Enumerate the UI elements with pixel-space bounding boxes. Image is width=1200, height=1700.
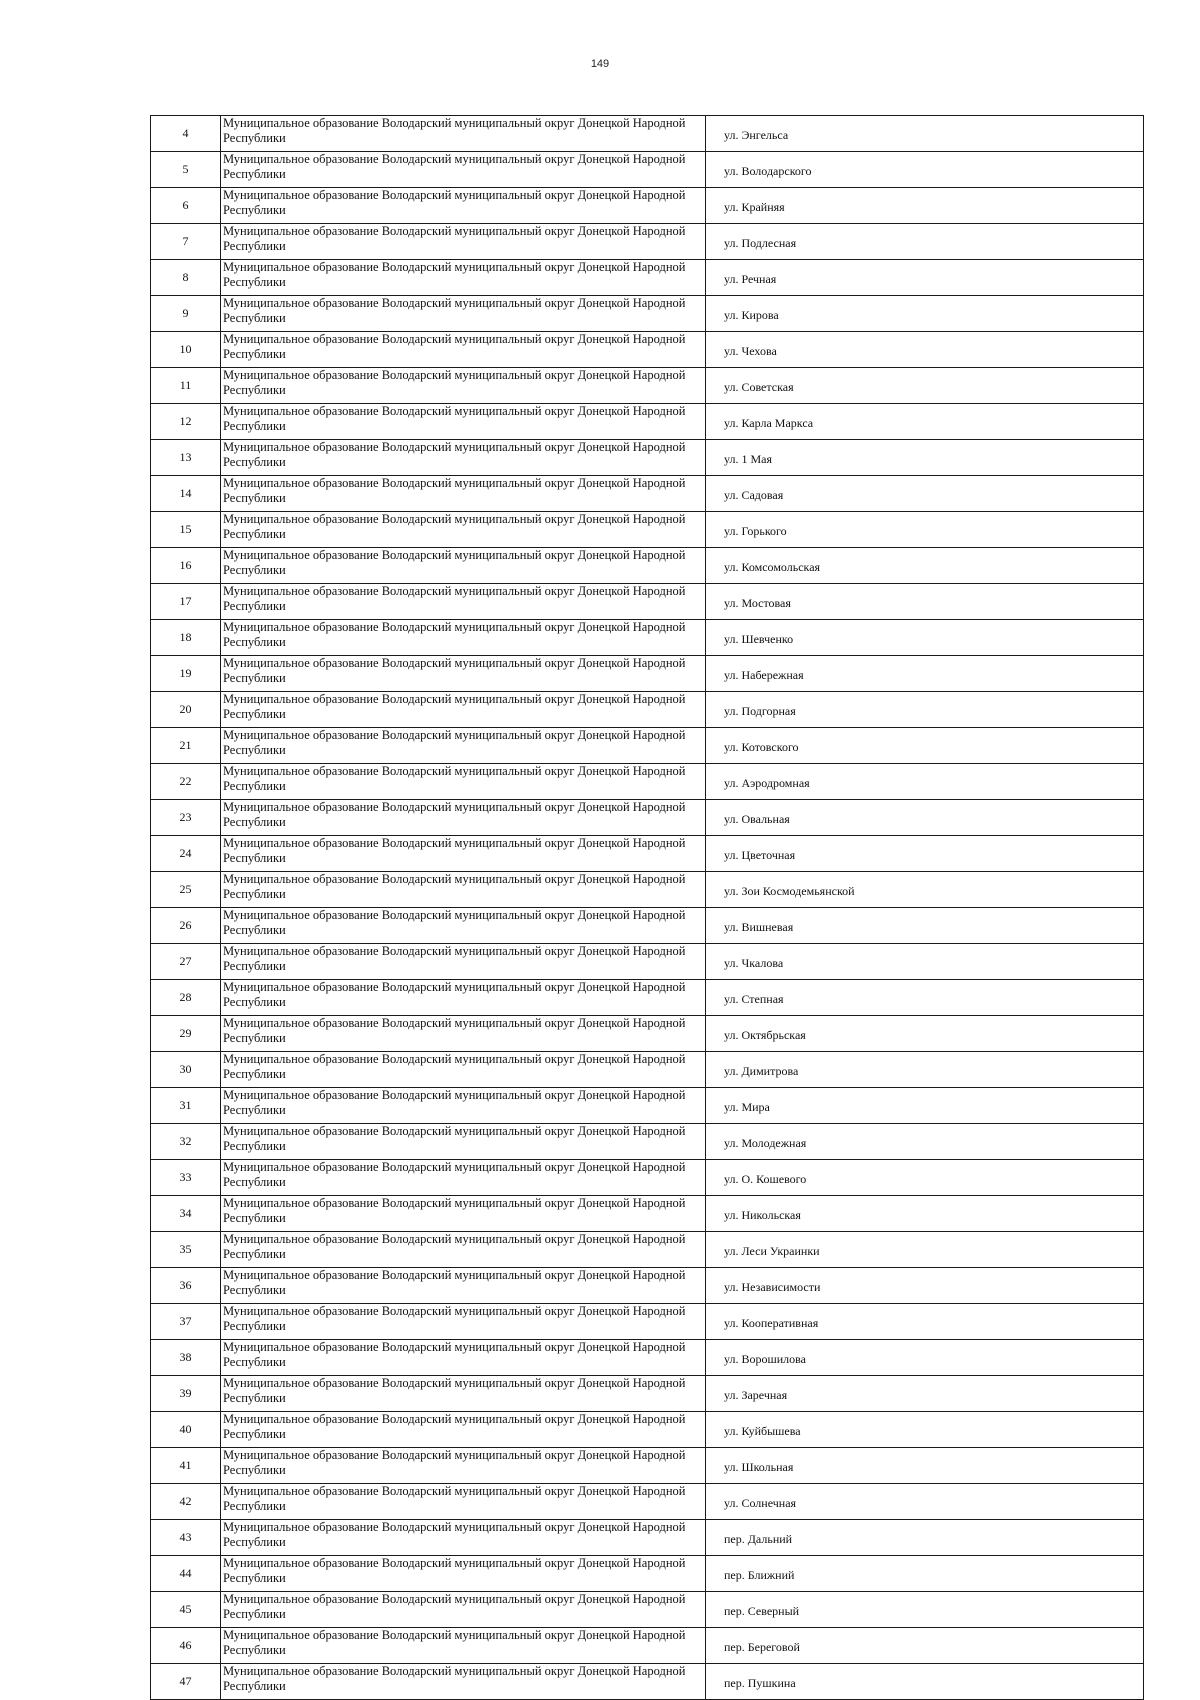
street-cell: ул. Независимости: [706, 1268, 1144, 1304]
row-number: 40: [151, 1412, 221, 1448]
municipality-cell: Муниципальное образование Володарский муниципальный округ Донецкой Народной Республики: [221, 332, 706, 368]
street-cell: ул. Заречная: [706, 1376, 1144, 1412]
street-cell: ул. Октябрьская: [706, 1016, 1144, 1052]
table-row: [151, 260, 1144, 296]
row-number: 39: [151, 1376, 221, 1412]
municipality-cell: Муниципальное образование Володарский муниципальный округ Донецкой Народной Республики: [221, 1052, 706, 1088]
table-row: [151, 980, 1144, 1016]
table-row: [151, 548, 1144, 584]
street-cell: ул. Мостовая: [706, 584, 1144, 620]
row-number: 37: [151, 1304, 221, 1340]
table-row: [151, 1448, 1144, 1484]
row-number: 11: [151, 368, 221, 404]
municipality-cell: Муниципальное образование Володарский муниципальный округ Донецкой Народной Республики: [221, 440, 706, 476]
table-row: [151, 728, 1144, 764]
table-row: [151, 1232, 1144, 1268]
table-row: [151, 296, 1144, 332]
row-number: 21: [151, 728, 221, 764]
street-cell: ул. Чехова: [706, 332, 1144, 368]
municipality-cell: Муниципальное образование Володарский муниципальный округ Донецкой Народной Республики: [221, 944, 706, 980]
street-cell: ул. Вишневая: [706, 908, 1144, 944]
street-cell: ул. Никольская: [706, 1196, 1144, 1232]
table-row: [151, 440, 1144, 476]
street-cell: ул. 1 Мая: [706, 440, 1144, 476]
street-cell: ул. Энгельса: [706, 116, 1144, 152]
row-number: 14: [151, 476, 221, 512]
municipality-cell: Муниципальное образование Володарский муниципальный округ Донецкой Народной Республики: [221, 548, 706, 584]
street-cell: ул. Речная: [706, 260, 1144, 296]
street-cell: ул. Ворошилова: [706, 1340, 1144, 1376]
row-number: 6: [151, 188, 221, 224]
municipality-cell: Муниципальное образование Володарский муниципальный округ Донецкой Народной Республики: [221, 764, 706, 800]
municipality-cell: Муниципальное образование Володарский муниципальный округ Донецкой Народной Республики: [221, 476, 706, 512]
row-number: 18: [151, 620, 221, 656]
street-cell: ул. Володарского: [706, 152, 1144, 188]
street-list-table: [150, 115, 1144, 1700]
row-number: 28: [151, 980, 221, 1016]
municipality-cell: Муниципальное образование Володарский муниципальный округ Донецкой Народной Республики: [221, 1448, 706, 1484]
table-row: [151, 1160, 1144, 1196]
municipality-cell: Муниципальное образование Володарский муниципальный округ Донецкой Народной Республики: [221, 116, 706, 152]
street-cell: ул. Котовского: [706, 728, 1144, 764]
row-number: 32: [151, 1124, 221, 1160]
street-cell: ул. Комсомольская: [706, 548, 1144, 584]
table-row: [151, 1052, 1144, 1088]
municipality-cell: Муниципальное образование Володарский муниципальный округ Донецкой Народной Республики: [221, 620, 706, 656]
street-cell: ул. Кирова: [706, 296, 1144, 332]
municipality-cell: Муниципальное образование Володарский муниципальный округ Донецкой Народной Республики: [221, 188, 706, 224]
municipality-cell: Муниципальное образование Володарский муниципальный округ Донецкой Народной Республики: [221, 368, 706, 404]
street-cell: ул. Леси Украинки: [706, 1232, 1144, 1268]
table-row: [151, 368, 1144, 404]
row-number: 7: [151, 224, 221, 260]
municipality-cell: Муниципальное образование Володарский муниципальный округ Донецкой Народной Республики: [221, 296, 706, 332]
table-row: [151, 1304, 1144, 1340]
municipality-cell: Муниципальное образование Володарский муниципальный округ Донецкой Народной Республики: [221, 1124, 706, 1160]
page-number: 149: [590, 58, 610, 70]
street-cell: ул. Куйбышева: [706, 1412, 1144, 1448]
street-cell: ул. Крайняя: [706, 188, 1144, 224]
municipality-cell: Муниципальное образование Володарский муниципальный округ Донецкой Народной Республики: [221, 1664, 706, 1700]
municipality-cell: Муниципальное образование Володарский муниципальный округ Донецкой Народной Республики: [221, 656, 706, 692]
municipality-cell: Муниципальное образование Володарский муниципальный округ Донецкой Народной Республики: [221, 1232, 706, 1268]
row-number: 46: [151, 1628, 221, 1664]
street-cell: пер. Северный: [706, 1592, 1144, 1628]
municipality-cell: Муниципальное образование Володарский муниципальный округ Донецкой Народной Республики: [221, 872, 706, 908]
table-row: [151, 116, 1144, 152]
table-row: [151, 944, 1144, 980]
street-cell: пер. Пушкина: [706, 1664, 1144, 1700]
table-row: [151, 332, 1144, 368]
table-row: [151, 1124, 1144, 1160]
municipality-cell: Муниципальное образование Володарский муниципальный округ Донецкой Народной Республики: [221, 1268, 706, 1304]
municipality-cell: Муниципальное образование Володарский муниципальный округ Донецкой Народной Республики: [221, 1016, 706, 1052]
row-number: 47: [151, 1664, 221, 1700]
table-row: [151, 1268, 1144, 1304]
municipality-cell: Муниципальное образование Володарский муниципальный округ Донецкой Народной Республики: [221, 1088, 706, 1124]
row-number: 44: [151, 1556, 221, 1592]
table-row: [151, 1484, 1144, 1520]
street-cell: ул. Школьная: [706, 1448, 1144, 1484]
municipality-cell: Муниципальное образование Володарский муниципальный округ Донецкой Народной Республики: [221, 404, 706, 440]
table-row: [151, 404, 1144, 440]
row-number: 35: [151, 1232, 221, 1268]
street-cell: пер. Береговой: [706, 1628, 1144, 1664]
municipality-cell: Муниципальное образование Володарский муниципальный округ Донецкой Народной Республики: [221, 224, 706, 260]
row-number: 20: [151, 692, 221, 728]
table-row: [151, 1592, 1144, 1628]
municipality-cell: Муниципальное образование Володарский муниципальный округ Донецкой Народной Республики: [221, 584, 706, 620]
row-number: 29: [151, 1016, 221, 1052]
table-row: [151, 656, 1144, 692]
row-number: 31: [151, 1088, 221, 1124]
row-number: 13: [151, 440, 221, 476]
municipality-cell: Муниципальное образование Володарский муниципальный округ Донецкой Народной Республики: [221, 836, 706, 872]
table-row: [151, 1376, 1144, 1412]
table-row: [151, 512, 1144, 548]
street-cell: ул. Шевченко: [706, 620, 1144, 656]
street-cell: ул. Набережная: [706, 656, 1144, 692]
row-number: 36: [151, 1268, 221, 1304]
street-cell: ул. Советская: [706, 368, 1144, 404]
street-cell: ул. Садовая: [706, 476, 1144, 512]
row-number: 16: [151, 548, 221, 584]
street-cell: ул. Степная: [706, 980, 1144, 1016]
row-number: 22: [151, 764, 221, 800]
municipality-cell: Муниципальное образование Володарский муниципальный округ Донецкой Народной Республики: [221, 152, 706, 188]
row-number: 8: [151, 260, 221, 296]
street-cell: ул. Мира: [706, 1088, 1144, 1124]
row-number: 42: [151, 1484, 221, 1520]
row-number: 17: [151, 584, 221, 620]
municipality-cell: Муниципальное образование Володарский муниципальный округ Донецкой Народной Республики: [221, 260, 706, 296]
street-cell: ул. Цветочная: [706, 836, 1144, 872]
row-number: 45: [151, 1592, 221, 1628]
municipality-cell: Муниципальное образование Володарский муниципальный округ Донецкой Народной Республики: [221, 1484, 706, 1520]
row-number: 34: [151, 1196, 221, 1232]
municipality-cell: Муниципальное образование Володарский муниципальный округ Донецкой Народной Республики: [221, 1160, 706, 1196]
table-row: [151, 584, 1144, 620]
table-row: [151, 1628, 1144, 1664]
table-row: [151, 872, 1144, 908]
street-cell: ул. Подгорная: [706, 692, 1144, 728]
street-cell: ул. Карла Маркса: [706, 404, 1144, 440]
street-cell: ул. Солнечная: [706, 1484, 1144, 1520]
row-number: 27: [151, 944, 221, 980]
row-number: 9: [151, 296, 221, 332]
street-cell: ул. Зои Космодемьянской: [706, 872, 1144, 908]
row-number: 10: [151, 332, 221, 368]
table-row: [151, 476, 1144, 512]
street-cell: пер. Дальний: [706, 1520, 1144, 1556]
row-number: 33: [151, 1160, 221, 1196]
table-body: [151, 116, 1144, 1700]
street-cell: ул. Подлесная: [706, 224, 1144, 260]
municipality-cell: Муниципальное образование Володарский муниципальный округ Донецкой Народной Республики: [221, 512, 706, 548]
row-number: 19: [151, 656, 221, 692]
row-number: 30: [151, 1052, 221, 1088]
row-number: 43: [151, 1520, 221, 1556]
row-number: 5: [151, 152, 221, 188]
municipality-cell: Муниципальное образование Володарский муниципальный округ Донецкой Народной Республики: [221, 1412, 706, 1448]
table-row: [151, 224, 1144, 260]
table-row: [151, 1016, 1144, 1052]
municipality-cell: Муниципальное образование Володарский муниципальный округ Донецкой Народной Республики: [221, 1304, 706, 1340]
municipality-cell: Муниципальное образование Володарский муниципальный округ Донецкой Народной Республики: [221, 800, 706, 836]
table-row: [151, 1412, 1144, 1448]
table-row: [151, 188, 1144, 224]
table-row: [151, 800, 1144, 836]
street-cell: ул. О. Кошевого: [706, 1160, 1144, 1196]
street-cell: ул. Чкалова: [706, 944, 1144, 980]
street-cell: ул. Димитрова: [706, 1052, 1144, 1088]
municipality-cell: Муниципальное образование Володарский муниципальный округ Донецкой Народной Республики: [221, 692, 706, 728]
municipality-cell: Муниципальное образование Володарский муниципальный округ Донецкой Народной Республики: [221, 1592, 706, 1628]
table-row: [151, 1196, 1144, 1232]
row-number: 4: [151, 116, 221, 152]
street-cell: ул. Кооперативная: [706, 1304, 1144, 1340]
municipality-cell: Муниципальное образование Володарский муниципальный округ Донецкой Народной Республики: [221, 728, 706, 764]
row-number: 15: [151, 512, 221, 548]
municipality-cell: Муниципальное образование Володарский муниципальный округ Донецкой Народной Республики: [221, 1628, 706, 1664]
row-number: 24: [151, 836, 221, 872]
row-number: 12: [151, 404, 221, 440]
row-number: 41: [151, 1448, 221, 1484]
street-cell: ул. Аэродромная: [706, 764, 1144, 800]
table-row: [151, 1088, 1144, 1124]
row-number: 38: [151, 1340, 221, 1376]
municipality-cell: Муниципальное образование Володарский муниципальный округ Донецкой Народной Республики: [221, 1340, 706, 1376]
row-number: 26: [151, 908, 221, 944]
municipality-cell: Муниципальное образование Володарский муниципальный округ Донецкой Народной Республики: [221, 980, 706, 1016]
table-row: [151, 1664, 1144, 1700]
municipality-cell: Муниципальное образование Володарский муниципальный округ Донецкой Народной Республики: [221, 1376, 706, 1412]
municipality-cell: Муниципальное образование Володарский муниципальный округ Донецкой Народной Республики: [221, 1520, 706, 1556]
row-number: 23: [151, 800, 221, 836]
street-cell: ул. Горького: [706, 512, 1144, 548]
municipality-cell: Муниципальное образование Володарский муниципальный округ Донецкой Народной Республики: [221, 1556, 706, 1592]
table-row: [151, 836, 1144, 872]
table-row: [151, 764, 1144, 800]
table-row: [151, 908, 1144, 944]
table-row: [151, 152, 1144, 188]
municipality-cell: Муниципальное образование Володарский муниципальный округ Донецкой Народной Республики: [221, 1196, 706, 1232]
row-number: 25: [151, 872, 221, 908]
table-row: [151, 620, 1144, 656]
street-cell: ул. Молодежная: [706, 1124, 1144, 1160]
street-cell: пер. Ближний: [706, 1556, 1144, 1592]
table-row: [151, 1340, 1144, 1376]
street-cell: ул. Овальная: [706, 800, 1144, 836]
table-row: [151, 1520, 1144, 1556]
table-row: [151, 1556, 1144, 1592]
table-row: [151, 692, 1144, 728]
municipality-cell: Муниципальное образование Володарский муниципальный округ Донецкой Народной Республики: [221, 908, 706, 944]
